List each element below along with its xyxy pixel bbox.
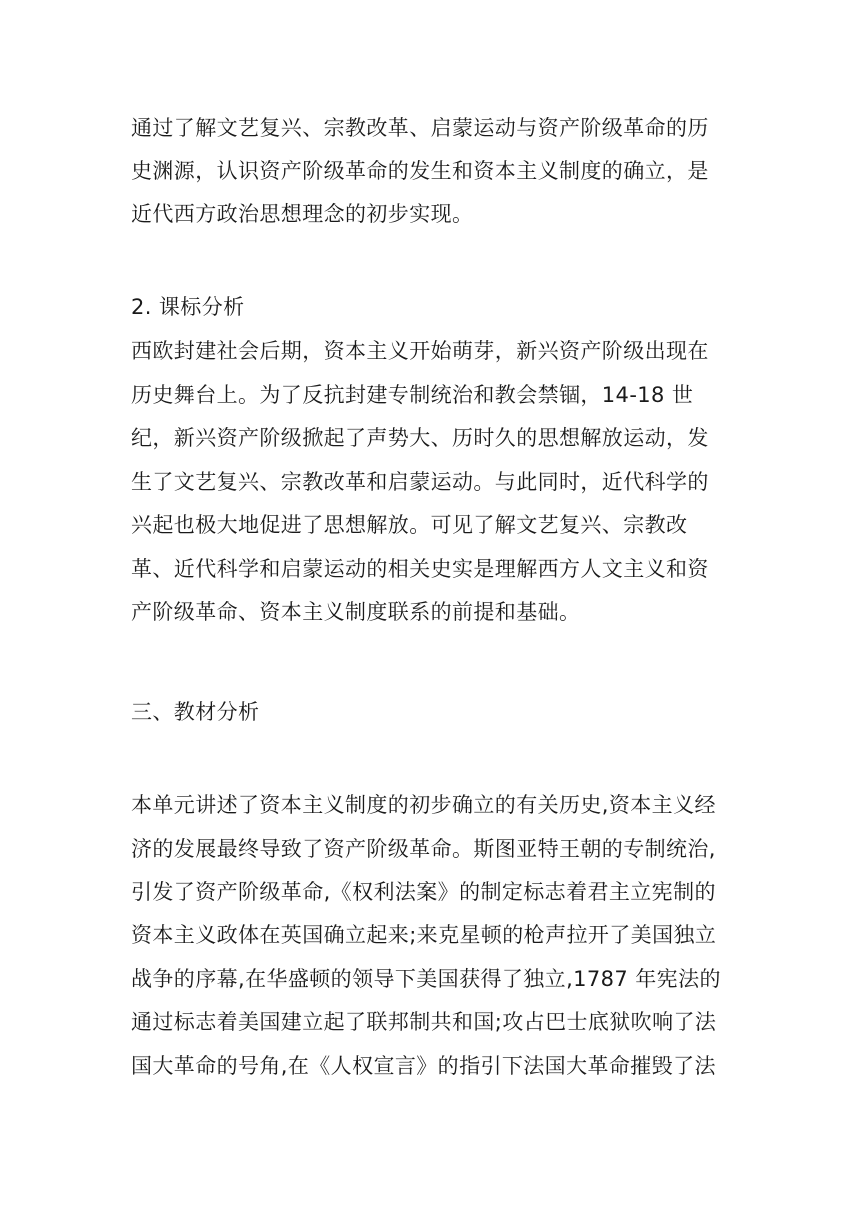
paragraph-3-line-3: 引发了资产阶级革命,《权利法案》的制定标志着君主立宪制的 xyxy=(131,880,716,904)
paragraph-2-line-1: 西欧封建社会后期，资本主义开始萌芽，新兴资产阶级出现在 xyxy=(131,339,709,363)
paragraph-3-line-1: 本单元讲述了资本主义制度的初步确立的有关历史,资本主义经 xyxy=(131,793,716,817)
paragraph-1-line-2: 史渊源，认识资产阶级革命的发生和资本主义制度的确立，是 xyxy=(131,159,709,183)
section-heading-textbook-analysis: 三、教材分析 xyxy=(131,700,260,724)
paragraph-2-line-6: 革、近代科学和启蒙运动的相关史实是理解西方人文主义和资 xyxy=(131,557,709,581)
paragraph-3-line-6: 通过标志着美国建立起了联邦制共和国;攻占巴士底狱吹响了法 xyxy=(131,1010,717,1034)
paragraph-2-line-3: 纪，新兴资产阶级掀起了声势大、历时久的思想解放运动，发 xyxy=(131,426,709,450)
paragraph-3-line-4: 资本主义政体在英国确立起来;来克星顿的枪声拉开了美国独立 xyxy=(131,923,717,947)
paragraph-2-line-7: 产阶级革命、资本主义制度联系的前提和基础。 xyxy=(131,600,581,624)
paragraph-3-line-2: 济的发展最终导致了资产阶级革命。斯图亚特王朝的专制统治, xyxy=(131,837,716,861)
paragraph-2-line-4: 生了文艺复兴、宗教改革和启蒙运动。与此同时，近代科学的 xyxy=(131,470,709,494)
paragraph-2-line-2: 历史舞台上。为了反抗封建专制统治和教会禁锢，14-18 世 xyxy=(131,383,694,407)
paragraph-1-line-1: 通过了解文艺复兴、宗教改革、启蒙运动与资产阶级革命的历 xyxy=(131,116,709,140)
paragraph-1-line-3: 近代西方政治思想理念的初步实现。 xyxy=(131,202,474,226)
paragraph-3-line-5: 战争的序幕,在华盛顿的领导下美国获得了独立,1787 年宪法的 xyxy=(131,967,721,991)
paragraph-2-line-5: 兴起也极大地促进了思想解放。可见了解文艺复兴、宗教改 xyxy=(131,513,688,537)
paragraph-3-line-7: 国大革命的号角,在《人权宣言》的指引下法国大革命摧毁了法 xyxy=(131,1054,716,1078)
subheading-curriculum-analysis: 2. 课标分析 xyxy=(131,295,245,319)
